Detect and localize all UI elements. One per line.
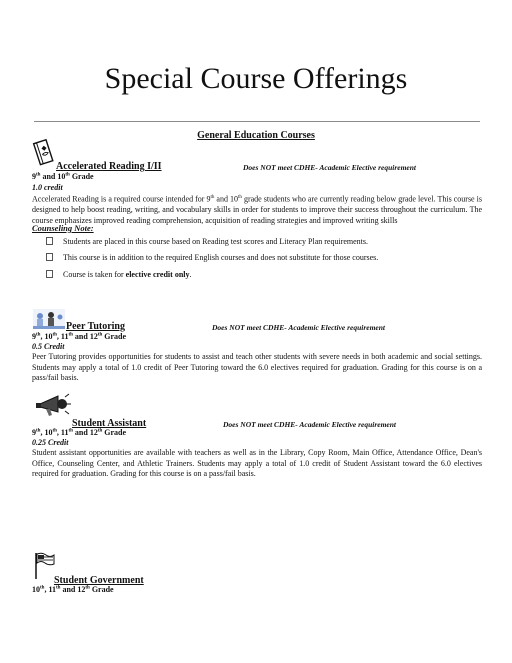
megaphone-icon xyxy=(32,392,72,418)
academic-elective-note: Does NOT meet CDHE- Academic Elective requirement xyxy=(223,420,397,429)
course-description: Accelerated Reading is a required course intended for 9th and 10th grade students who are currently reading below grade level. This course is designed to help boost reading, writing, and vocabulary skills in order for students to improve their success throughout the curriculum. The course emphasizes improved reading comprehension, acquisition of reading strategies and improved writing skills xyxy=(32,194,482,225)
counseling-note-item: This course is in addition to the required English courses and does not substitute for those courses. xyxy=(46,253,378,262)
course-title-student-assistant: Student Assistant xyxy=(72,418,147,429)
grade-level: 9th and 10th Grade xyxy=(32,172,94,181)
flag-icon xyxy=(33,552,55,580)
bullet-box-icon xyxy=(46,237,53,245)
course-description: Peer Tutoring provides opportunities for students to assist and teach other students with severe needs in both academic and social settings. Students may apply a total of 1.0 credit of Peer Tutoring toward the 6.0 electives required for graduation. Grading for this course is on a pass/fail basis. xyxy=(32,352,482,383)
academic-elective-note: Does NOT meet CDHE- Academic Elective requirement xyxy=(243,163,417,172)
section-heading: General Education Courses xyxy=(197,130,315,141)
counseling-note-heading: Counseling Note: xyxy=(32,223,94,233)
bullet-box-icon xyxy=(46,270,53,278)
credit-value: 1.0 credit xyxy=(32,183,63,192)
academic-elective-note: Does NOT meet CDHE- Academic Elective requirement xyxy=(212,323,386,332)
grade-level: 10th, 11th and 12th Grade xyxy=(32,585,114,594)
course-title-accelerated-reading: Accelerated Reading I/II xyxy=(56,161,162,172)
bullet-box-icon xyxy=(46,253,53,261)
grade-level: 9th, 10th, 11th and 12th Grade xyxy=(32,332,127,341)
course-title-peer-tutoring: Peer Tutoring xyxy=(66,321,125,332)
tutoring-icon xyxy=(31,307,67,331)
title-divider xyxy=(34,121,480,122)
page-title: Special Course Offerings xyxy=(104,62,408,95)
course-description: Student assistant opportunities are available with teachers as well as in the Library, Copy Room, Main Office, Attendance Office, Dean's Office, Counseling Center, and Athletic Trainers. Students may apply a total of 1.0 credit of Student Assistant toward the 6.0 electives required for graduation. Grading for this course is on a pass/fail basis. xyxy=(32,448,482,479)
counseling-note-item: Students are placed in this course based on Reading test scores and Literacy Plan requirements. xyxy=(46,237,368,246)
credit-value: 0.25 Credit xyxy=(32,438,69,447)
course-title-student-government: Student Government xyxy=(54,575,144,586)
grade-level: 9th, 10th, 11th and 12th Grade xyxy=(32,428,127,437)
credit-value: 0.5 Credit xyxy=(32,342,65,351)
book-icon xyxy=(32,139,56,167)
counseling-note-item: Course is taken for elective credit only. xyxy=(46,270,191,279)
